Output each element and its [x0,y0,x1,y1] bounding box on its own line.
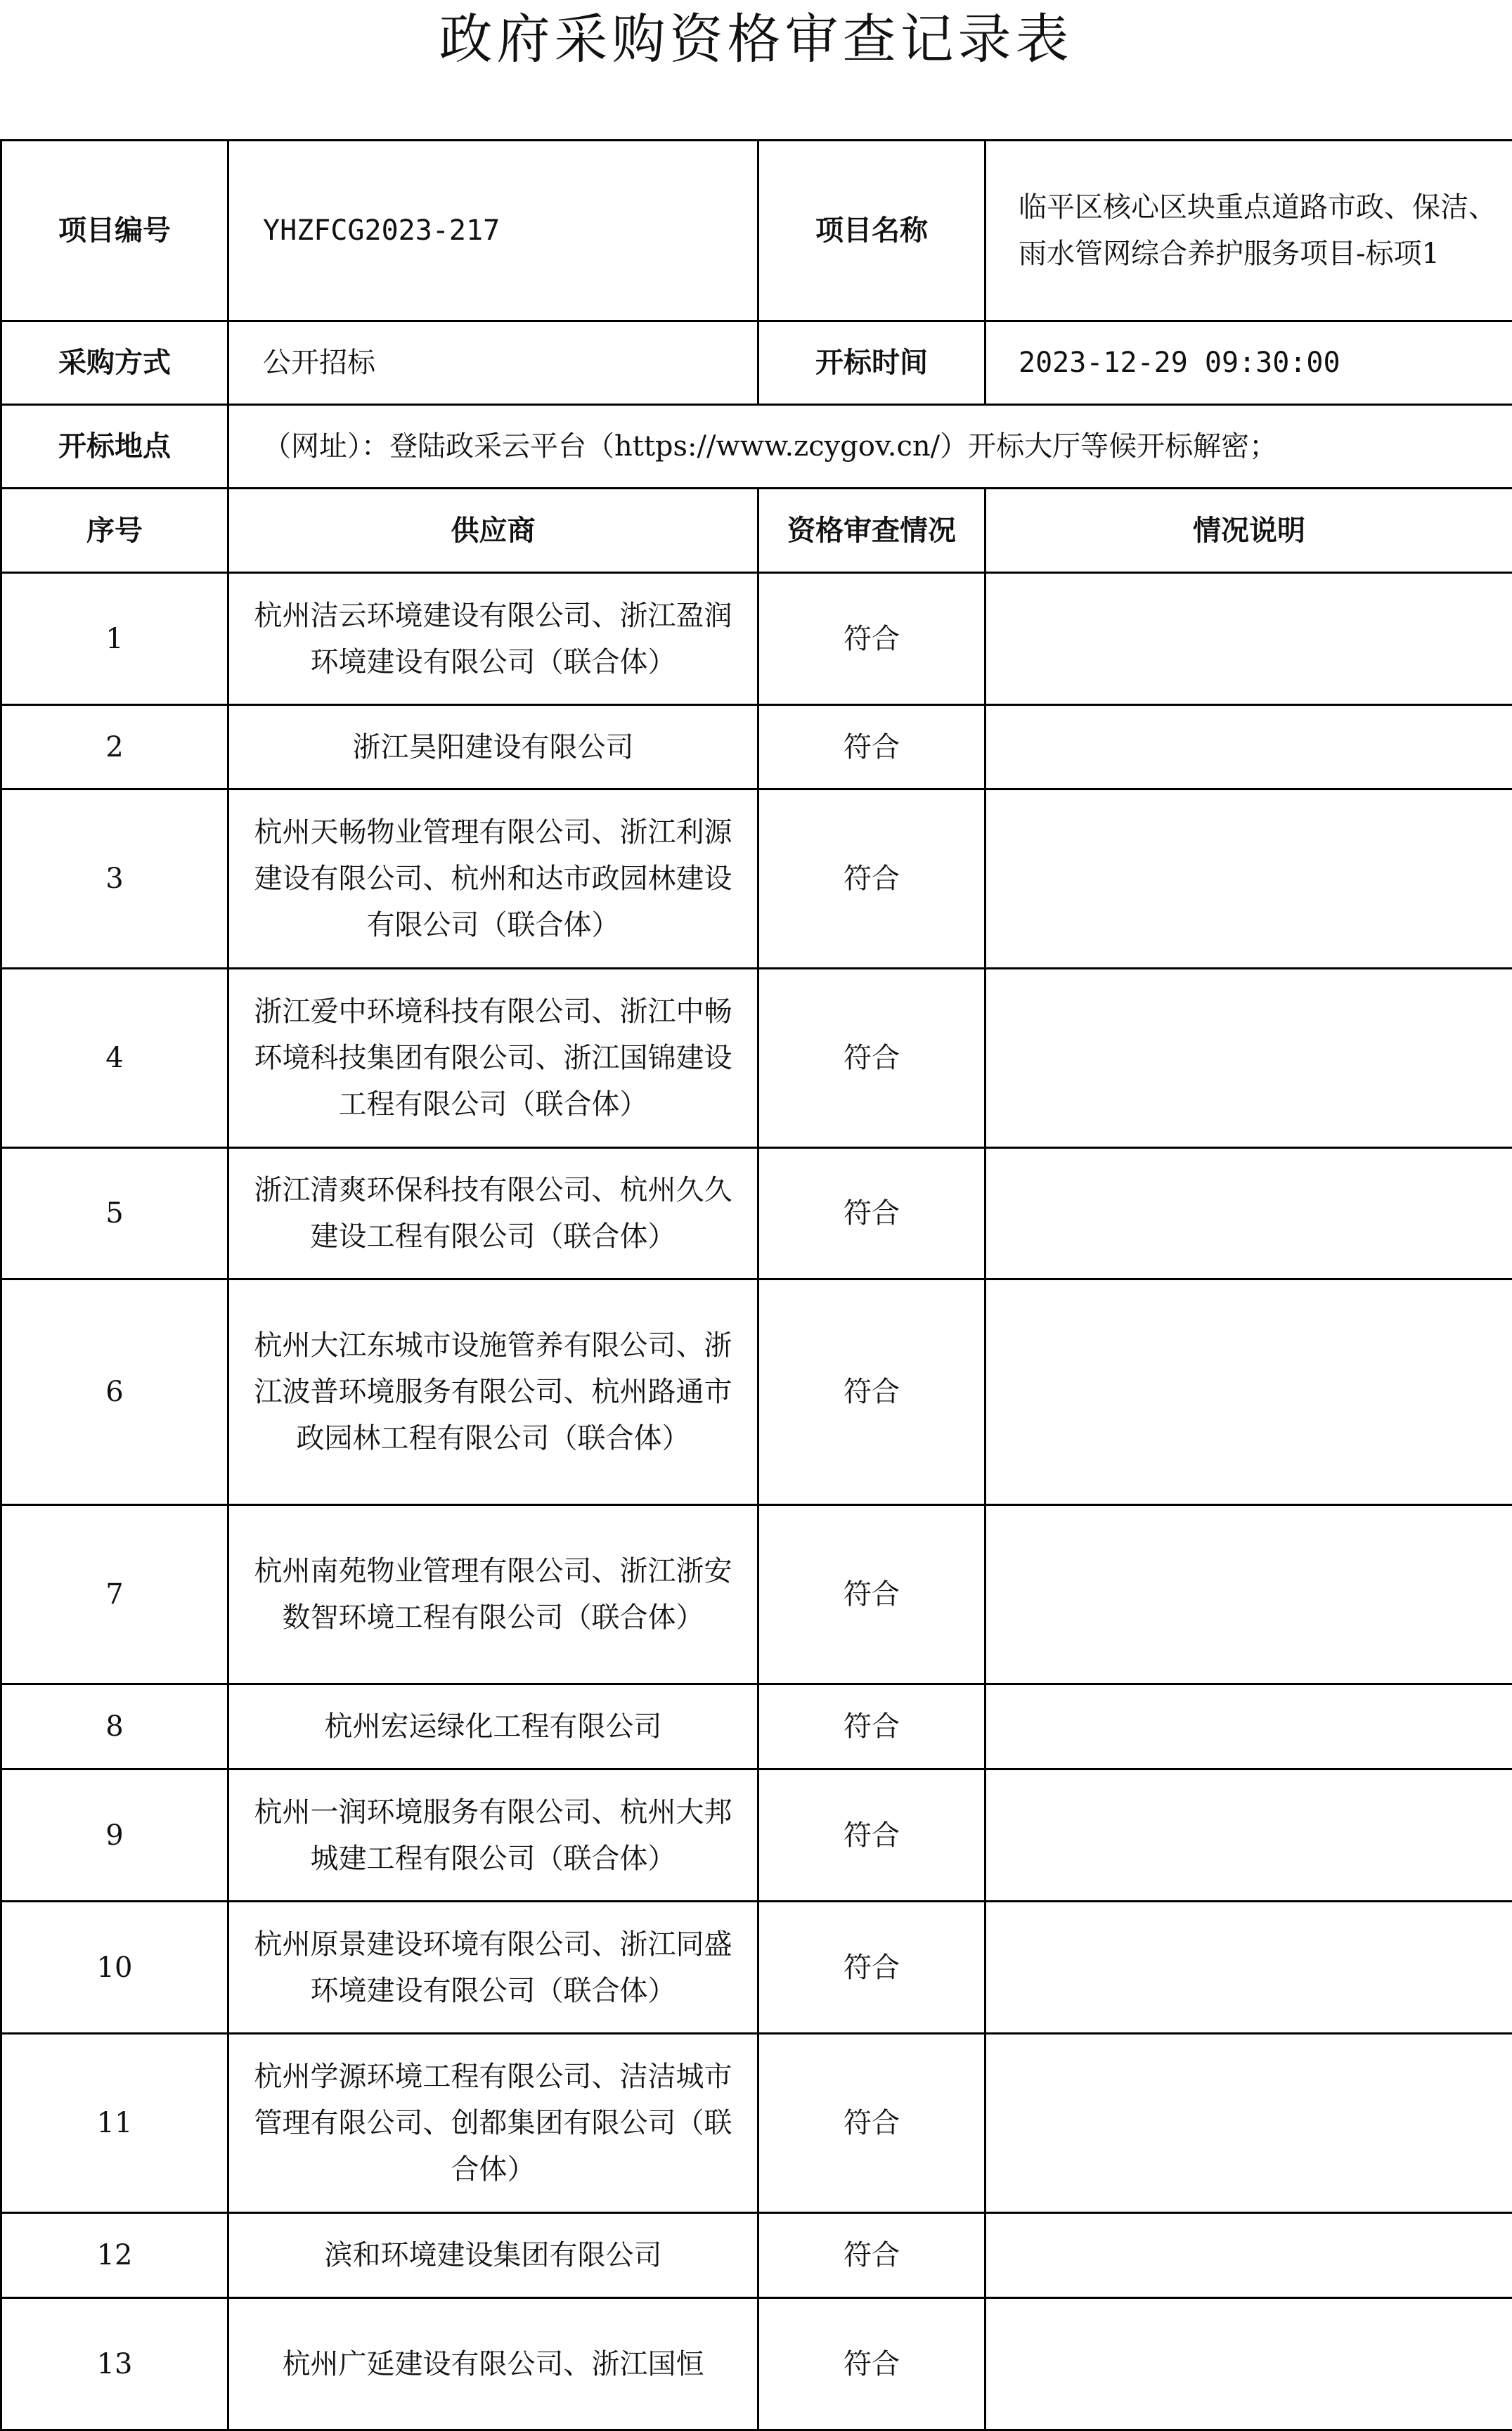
method-value: 公开招标 [228,321,758,405]
row-result: 符合 [758,573,986,705]
row-no: 6 [1,1279,228,1505]
column-header-supplier: 供应商 [228,489,758,573]
row-result: 符合 [758,2034,986,2213]
row-no: 9 [1,1769,228,1902]
row-supplier: 杭州大江东城市设施管养有限公司、浙江波普环境服务有限公司、杭州路通市政园林工程有限公司（联合体） [228,1279,758,1505]
row-result: 符合 [758,789,986,969]
method-label: 采购方式 [1,321,228,405]
table-row [1,2213,1512,2298]
table-row [1,789,1512,969]
row-no: 8 [1,1684,228,1769]
column-header-no: 序号 [1,489,228,573]
table-row [1,705,1512,789]
row-note [986,789,1512,969]
row-note [986,1769,1512,1902]
row-note [986,969,1512,1148]
row-no: 3 [1,789,228,969]
row-note [986,1505,1512,1684]
open-time-value: 2023-12-29 09:30:00 [986,321,1512,405]
row-result: 符合 [758,1148,986,1279]
row-note [986,2034,1512,2213]
row-note [986,1148,1512,1279]
row-note [986,1684,1512,1769]
row-note [986,2213,1512,2298]
row-no: 12 [1,2213,228,2298]
project-no-label: 项目编号 [1,141,228,321]
row-supplier: 杭州一润环境服务有限公司、杭州大邦城建工程有限公司（联合体） [228,1769,758,1902]
row-note [986,573,1512,705]
table-row [1,2034,1512,2213]
row-supplier: 杭州洁云环境建设有限公司、浙江盈润环境建设有限公司（联合体） [228,573,758,705]
table-row [1,1902,1512,2034]
location-row [1,405,1512,489]
row-result: 符合 [758,705,986,789]
method-row [1,321,1512,405]
row-supplier: 杭州广延建设有限公司、浙江国恒 [228,2298,758,2430]
column-header-row [1,489,1512,573]
row-no: 13 [1,2298,228,2430]
row-result: 符合 [758,1684,986,1769]
row-note [986,1279,1512,1505]
row-result: 符合 [758,2298,986,2430]
table-row [1,1279,1512,1505]
location-label: 开标地点 [1,405,228,489]
row-result: 符合 [758,1505,986,1684]
row-note [986,2298,1512,2430]
row-supplier: 浙江爱中环境科技有限公司、浙江中畅环境科技集团有限公司、浙江国锦建设工程有限公司（联合体） [228,969,758,1148]
project-no-value: YHZFCG2023-217 [228,141,758,321]
row-supplier: 杭州南苑物业管理有限公司、浙江浙安数智环境工程有限公司（联合体） [228,1505,758,1684]
row-no: 2 [1,705,228,789]
location-value: （网址）：登陆政采云平台（https://www.zcygov.cn/）开标大厅等候开标解密； [228,405,1512,489]
row-supplier: 浙江清爽环保科技有限公司、杭州久久建设工程有限公司（联合体） [228,1148,758,1279]
project-name-value: 临平区核心区块重点道路市政、保洁、雨水管网综合养护服务项目-标项1 [986,141,1512,321]
row-supplier: 杭州学源环境工程有限公司、洁洁城市管理有限公司、创都集团有限公司（联合体） [228,2034,758,2213]
row-result: 符合 [758,1769,986,1902]
table-row [1,1769,1512,1902]
row-result: 符合 [758,1902,986,2034]
project-info-row [1,141,1512,321]
row-no: 5 [1,1148,228,1279]
open-time-label: 开标时间 [758,321,986,405]
page-title: 政府采购资格审查记录表 [0,0,1512,79]
row-supplier: 杭州原景建设环境有限公司、浙江同盛环境建设有限公司（联合体） [228,1902,758,2034]
column-header-note: 情况说明 [986,489,1512,573]
row-supplier: 杭州天畅物业管理有限公司、浙江利源建设有限公司、杭州和达市政园林建设有限公司（联合体） [228,789,758,969]
table-row [1,2298,1512,2430]
table-row [1,1148,1512,1279]
row-no: 11 [1,2034,228,2213]
project-name-label: 项目名称 [758,141,986,321]
row-no: 7 [1,1505,228,1684]
row-no: 1 [1,573,228,705]
row-supplier: 浙江昊阳建设有限公司 [228,705,758,789]
table-row [1,969,1512,1148]
column-header-result: 资格审查情况 [758,489,986,573]
table-row [1,573,1512,705]
row-no: 10 [1,1902,228,2034]
row-note [986,1902,1512,2034]
row-result: 符合 [758,969,986,1148]
row-supplier: 杭州宏运绿化工程有限公司 [228,1684,758,1769]
row-note [986,705,1512,789]
row-no: 4 [1,969,228,1148]
row-result: 符合 [758,2213,986,2298]
table-row [1,1684,1512,1769]
row-supplier: 滨和环境建设集团有限公司 [228,2213,758,2298]
table-row [1,1505,1512,1684]
qualification-review-table [0,139,1512,2431]
row-result: 符合 [758,1279,986,1505]
